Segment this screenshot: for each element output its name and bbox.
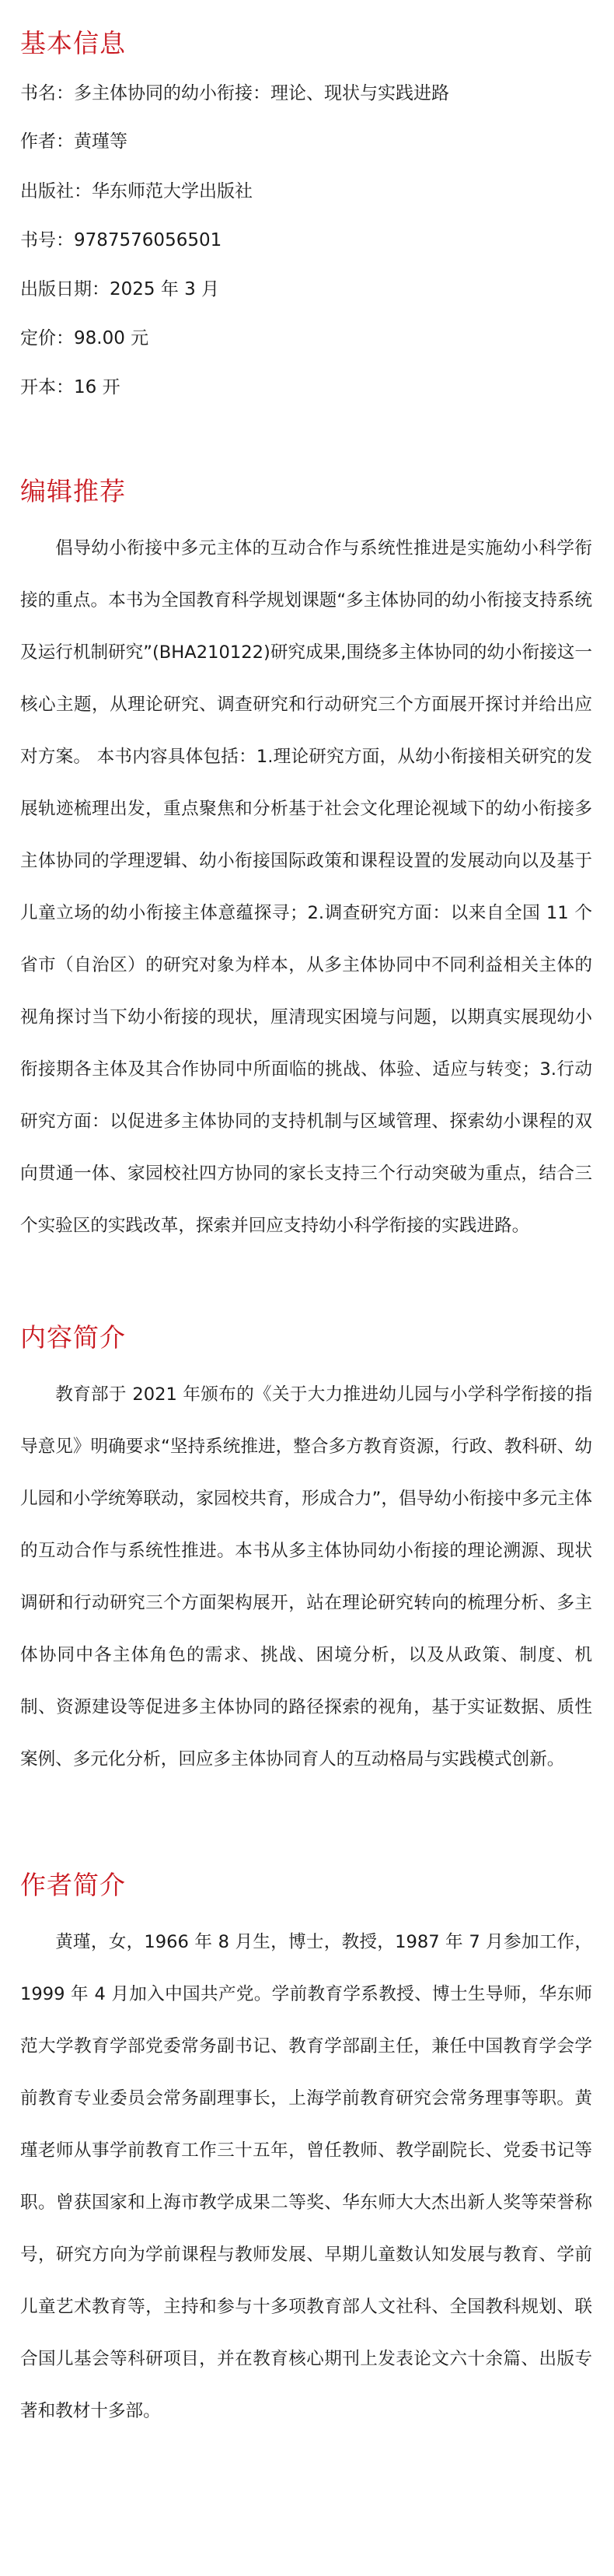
info-publish-date: 出版日期：2025 年 3 月: [20, 279, 220, 299]
info-publisher: 出版社：华东师范大学出版社: [20, 181, 253, 201]
info-book-title: 书名：多主体协同的幼小衔接：理论、现状与实践进路: [20, 83, 449, 103]
content-intro-heading: 内容简介: [20, 1322, 126, 1353]
author-intro-heading: 作者简介: [20, 1870, 126, 1900]
info-author: 作者：黄瑾等: [20, 131, 127, 152]
author-intro-text: 黄瑾，女，1966 年 8 月生，博士，教授，1987 年 7 月参加工作，1999 年 4 月加入中国共产党。学前教育学系教授、博士生导师，华东师范大学教育学部党委常务副书记、教育学部副主任，兼任中国教育学会学前教育专业委员会常务副理事长，上海学前教育研究会常务理事等职。黄瑾老师从事学前教育工作三十五年，曾任教师、教学副院长、党委书记等职。曾获国家和上海市教学成果二等奖、华东师大大杰出新人奖等荣誉称号，研究方向为学前课程与教师发展、早期儿童数认知发展与教育、学前儿童艺术教育等，主持和参与十多项教育部人文社科、全国教科规划、联合国儿基会等科研项目，并在教育核心期刊上发表论文六十余篇、出版专著和教材十多部。: [20, 1932, 592, 2421]
editor-recommendation-text: 倡导幼小衔接中多元主体的互动合作与系统性推进是实施幼小科学衔接的重点。本书为全国教育科学规划课题“多主体协同的幼小衔接支持系统及运行机制研究”(BHA210122)研究成果,围绕多主体协同的幼小衔接这一核心主题，从理论研究、调查研究和行动研究三个方面展开探讨并给出应对方案。 本书内容具体包括：1.理论研究方面，从幼小衔接相关研究的发展轨迹梳理出发，重点聚焦和分析基于社会文化理论视域下的幼小衔接多主体协同的学理逻辑、幼小衔接国际政策和课程设置的发展动向以及基于儿童立场的幼小衔接主体意蕴探寻；2.调查研究方面：以来自全国 11 个省市（自治区）的研究对象为样本，从多主体协同中不同利益相关主体的视角探讨当下幼小衔接的现状，厘清现实困境与问题，以期真实展现幼小衔接期各主体及其合作协同中所面临的挑战、体验、适应与转变；3.行动研究方面：以促进多主体协同的支持机制与区域管理、探索幼小课程的双向贯通一体、家园校社四方协同的家长支持三个行动突破为重点，结合三个实验区的实践改革，探索并回应支持幼小科学衔接的实践进路。: [20, 538, 592, 1236]
info-isbn: 书号：9787576056501: [20, 230, 222, 250]
basic-info-heading: 基本信息: [20, 28, 126, 58]
editor-recommendation-heading: 编辑推荐: [20, 476, 126, 506]
info-price: 定价：98.00 元: [20, 328, 149, 348]
info-format: 开本：16 开: [20, 377, 120, 397]
content-intro-text: 教育部于 2021 年颁布的《关于大力推进幼儿园与小学科学衔接的指导意见》明确要求“坚持系统推进，整合多方教育资源，行政、教科研、幼儿园和小学统筹联动，家园校共育，形成合力”，倡导幼小衔接中多元主体的互动合作与系统性推进。本书从多主体协同幼小衔接的理论溯源、现状调研和行动研究三个方面架构展开，站在理论研究转向的梳理分析、多主体协同中各主体角色的需求、挑战、困境分析，以及从政策、制度、机制、资源建设等促进多主体协同的路径探索的视角，基于实证数据、质性案例、多元化分析，回应多主体协同育人的互动格局与实践模式创新。: [20, 1384, 592, 1769]
